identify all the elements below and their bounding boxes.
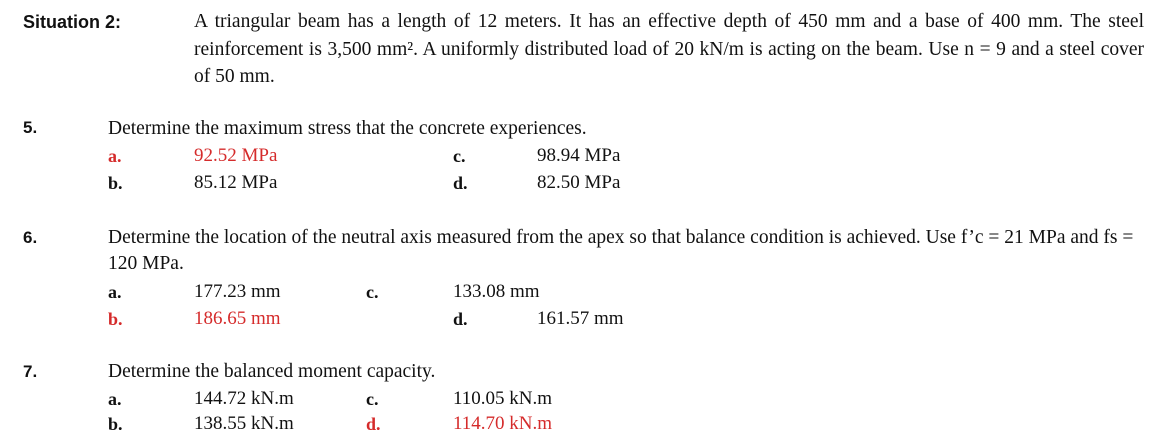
option-a-letter: a. bbox=[108, 389, 122, 409]
option-d-value: 161.57 mm bbox=[537, 308, 624, 329]
option-b-value: 85.12 MPa bbox=[194, 172, 278, 193]
question-number: 7. bbox=[23, 362, 38, 381]
option-c-letter: c. bbox=[366, 282, 379, 302]
option-c-value: 110.05 kN.m bbox=[453, 388, 553, 409]
option-a-value: 177.23 mm bbox=[194, 281, 281, 302]
option-d-value: 82.50 MPa bbox=[537, 172, 621, 193]
option-c-value: 98.94 MPa bbox=[537, 145, 621, 166]
option-b-letter: b. bbox=[108, 173, 123, 193]
situation-label: Situation 2: bbox=[23, 12, 121, 32]
question-text: Determine the maximum stress that the concrete experiences. bbox=[108, 118, 587, 139]
option-a-letter: a. bbox=[108, 282, 122, 302]
option-d-letter: d. bbox=[453, 173, 468, 193]
question-text: Determine the balanced moment capacity. bbox=[108, 361, 436, 382]
option-a-value: 144.72 kN.m bbox=[194, 388, 294, 409]
option-b-value: 186.65 mm bbox=[194, 308, 281, 329]
option-c-value: 133.08 mm bbox=[453, 281, 540, 302]
question-number: 6. bbox=[23, 228, 38, 247]
option-d-letter: d. bbox=[453, 309, 468, 329]
option-b-letter: b. bbox=[108, 309, 123, 329]
option-b-value: 138.55 kN.m bbox=[194, 413, 294, 434]
option-d-value: 114.70 kN.m bbox=[453, 413, 553, 434]
question-number: 5. bbox=[23, 118, 38, 137]
option-c-letter: c. bbox=[453, 146, 466, 166]
option-a-letter: a. bbox=[108, 146, 122, 166]
option-b-letter: b. bbox=[108, 414, 123, 434]
option-d-letter: d. bbox=[366, 414, 381, 434]
option-c-letter: c. bbox=[366, 389, 379, 409]
option-a-value: 92.52 MPa bbox=[194, 145, 278, 166]
question-text: Determine the location of the neutral axis measured from the apex so that balance condition is achieved. Use f’c = 21 MPa and fs = 120 MPa. bbox=[108, 227, 1134, 274]
situation-text: A triangular beam has a length of 12 meters. It has an effective depth of 450 mm and a base of 400 mm. The steel reinforcement is 3,500 mm². A uniformly distributed load of 20 kN/m is acting on the beam. Use n = 9 and a steel cover of 50 mm. bbox=[194, 11, 1144, 87]
